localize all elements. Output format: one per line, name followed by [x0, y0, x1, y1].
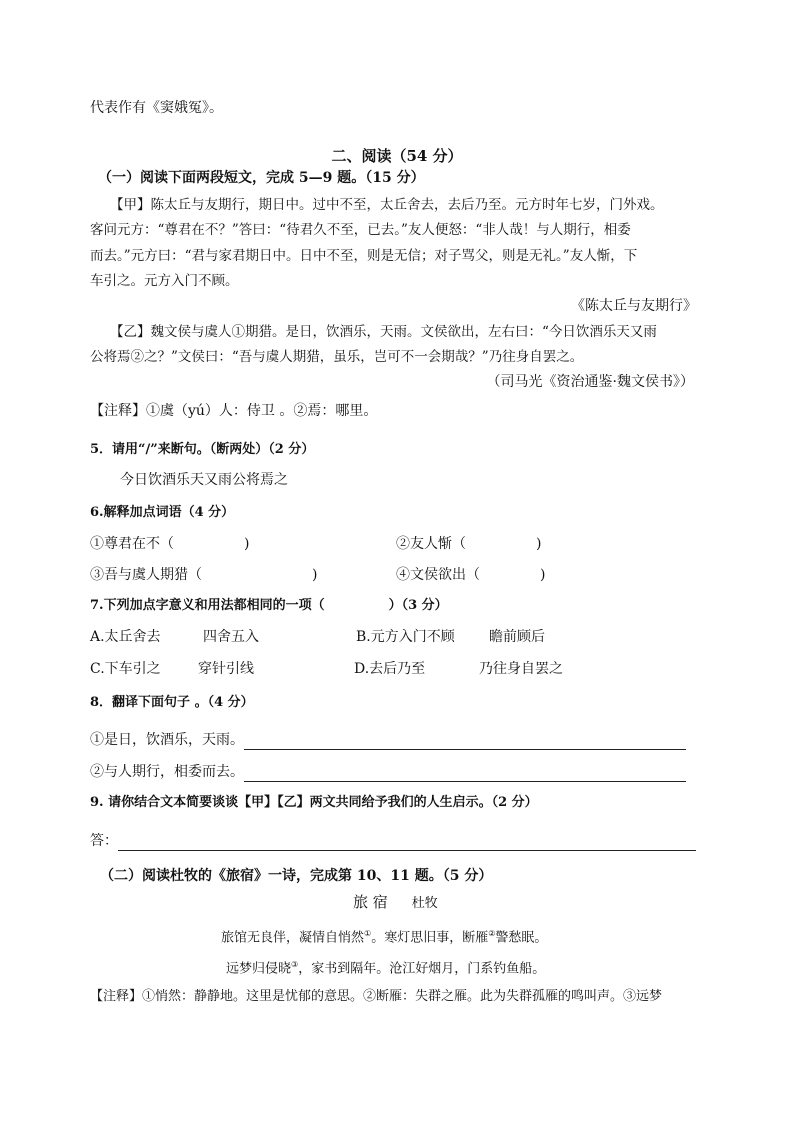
- section-title: 二、阅读（54 分）: [331, 147, 463, 165]
- q7-option-label: C.下车引之: [90, 661, 161, 677]
- passage-jia-source: 《陈太丘与友期行》: [571, 298, 697, 314]
- q7-option-c-pair: 穿针引线: [198, 661, 254, 677]
- poem-title-row: [353, 892, 438, 914]
- q6-item-text: ①尊君在不（: [90, 536, 174, 552]
- poem-text: 。寒灯思旧事，断雁: [371, 930, 489, 946]
- poem-title: 旅 宿: [353, 893, 388, 911]
- poem-author: 杜牧: [411, 896, 438, 911]
- q8-sentence-1: [90, 730, 686, 750]
- q5-stem: 5．请用“/”来断句。（断两处）（2 分）: [90, 442, 315, 457]
- passage-jia-line: 而去。”元方曰：“君与家君期日中。日中不至，则是无信；对子骂父，则是无礼。”友人惭，下: [90, 248, 638, 264]
- note-mark: ②: [488, 929, 496, 938]
- q6-close-paren: ): [244, 536, 250, 552]
- passage-jia-line: 车引之。元方入门不顾。: [90, 273, 239, 289]
- passage-yi-line: 公将焉②之？”文侯曰：“吾与虞人期猎，虽乐，岂可不一会期哉？”乃往身自罢之。: [90, 349, 584, 365]
- note1: 【注释】①虞（yú）人：侍卫 。②焉：哪里。: [90, 403, 378, 419]
- note-mark: ①: [364, 929, 372, 938]
- intro-line: 代表作有《窦娥冤》。: [90, 100, 223, 116]
- q8-sentence-2: [90, 762, 686, 782]
- q6-close-paren: ): [536, 536, 542, 552]
- q5-sentence: 今日饮酒乐天又雨公将焉之: [120, 472, 288, 488]
- q6-item-2: [396, 534, 541, 554]
- q7-option-d: [354, 659, 425, 679]
- q7-option-label: D.去后乃至: [354, 661, 426, 677]
- q6-item-4: [396, 565, 545, 585]
- q9-answer: [90, 831, 696, 851]
- q6-item-text: ④文侯欲出（: [396, 567, 480, 583]
- q7-option-c: [90, 659, 161, 679]
- q9-answer-line[interactable]: [118, 834, 696, 851]
- poem-text: 旅馆无良伴，凝情自悄然: [221, 930, 365, 946]
- poem-text: 警愁眠。: [495, 930, 548, 946]
- q7-option-label: A.太丘舍去: [90, 629, 161, 645]
- q7-option-d-pair: 乃往身自罢之: [479, 661, 563, 677]
- poem-line-2: [226, 955, 545, 979]
- part2-heading: （二）阅读杜牧的《旅宿》一诗，完成第 10、11 题。（5 分）: [100, 868, 493, 884]
- note-mark: ③: [291, 960, 299, 969]
- q6-item-1: [90, 534, 249, 554]
- poem-text: ，家书到隔年。沧江好烟月，门系钓鱼船。: [298, 961, 546, 977]
- passage-jia-line: 客问元方：“尊君在不？”答曰：“待君久不至，已去。”友人便怒：“非人哉！与人期行，相委: [90, 222, 631, 238]
- q8-stem: 8．翻译下面句子 。（4 分）: [90, 695, 254, 710]
- q6-item-3: [90, 565, 317, 585]
- passage-yi-source: （司马光《资治通鉴·魏文侯书》）: [486, 374, 694, 390]
- q7-stem-tail: ）（3 分）: [388, 598, 448, 613]
- q7-option-b-pair: 瞻前顾后: [489, 629, 545, 645]
- part1-heading: （一）阅读下面两段短文，完成 5—9 题。（15 分）: [98, 170, 425, 186]
- q6-close-paren: ): [540, 567, 546, 583]
- poem-text: 远梦归侵晓: [226, 961, 292, 977]
- q8-sentence-text: ①是日，饮酒乐，天雨。: [90, 732, 244, 748]
- q6-close-paren: ): [312, 567, 318, 583]
- q7-option-a: [90, 627, 161, 647]
- q7-option-b: [356, 627, 455, 647]
- q6-stem: 6.解释加点词语（4 分）: [90, 505, 235, 520]
- q7-stem: [90, 596, 448, 616]
- q9-stem: 9. 请你结合文本简要谈谈【甲】【乙】两文共同给予我们的人生启示。（2 分）: [90, 795, 538, 810]
- q6-item-text: ③吾与虞人期猎（: [90, 567, 202, 583]
- q8-answer-line-2[interactable]: [244, 765, 686, 782]
- passage-jia-line: 【甲】陈太丘与友期行，期日中。过中不至，太丘舍去，去后乃至。元方时年七岁，门外戏。: [110, 197, 664, 213]
- note2: 【注释】①悄然：静静地。这里是忧郁的意思。②断雁：失群之雁。此为失群孤雁的鸣叫声。③远梦: [90, 989, 663, 1004]
- poem-line-1: [221, 924, 547, 948]
- q7-option-a-pair: 四舍五入: [203, 629, 259, 645]
- q8-sentence-text: ②与人期行，相委而去。: [90, 764, 244, 780]
- q7-option-label: B.元方入门不顾: [356, 629, 455, 645]
- q8-answer-line-1[interactable]: [244, 733, 686, 750]
- q6-item-text: ②友人惭（: [396, 536, 466, 552]
- q9-answer-label: 答：: [90, 833, 118, 849]
- passage-yi-line: 【乙】魏文侯与虞人①期猎。是日，饮酒乐，天雨。文侯欲出，左右曰：“今日饮酒乐天又雨: [110, 324, 657, 340]
- q7-stem-text: 7.下列加点字意义和用法都相同的一项（: [90, 598, 325, 613]
